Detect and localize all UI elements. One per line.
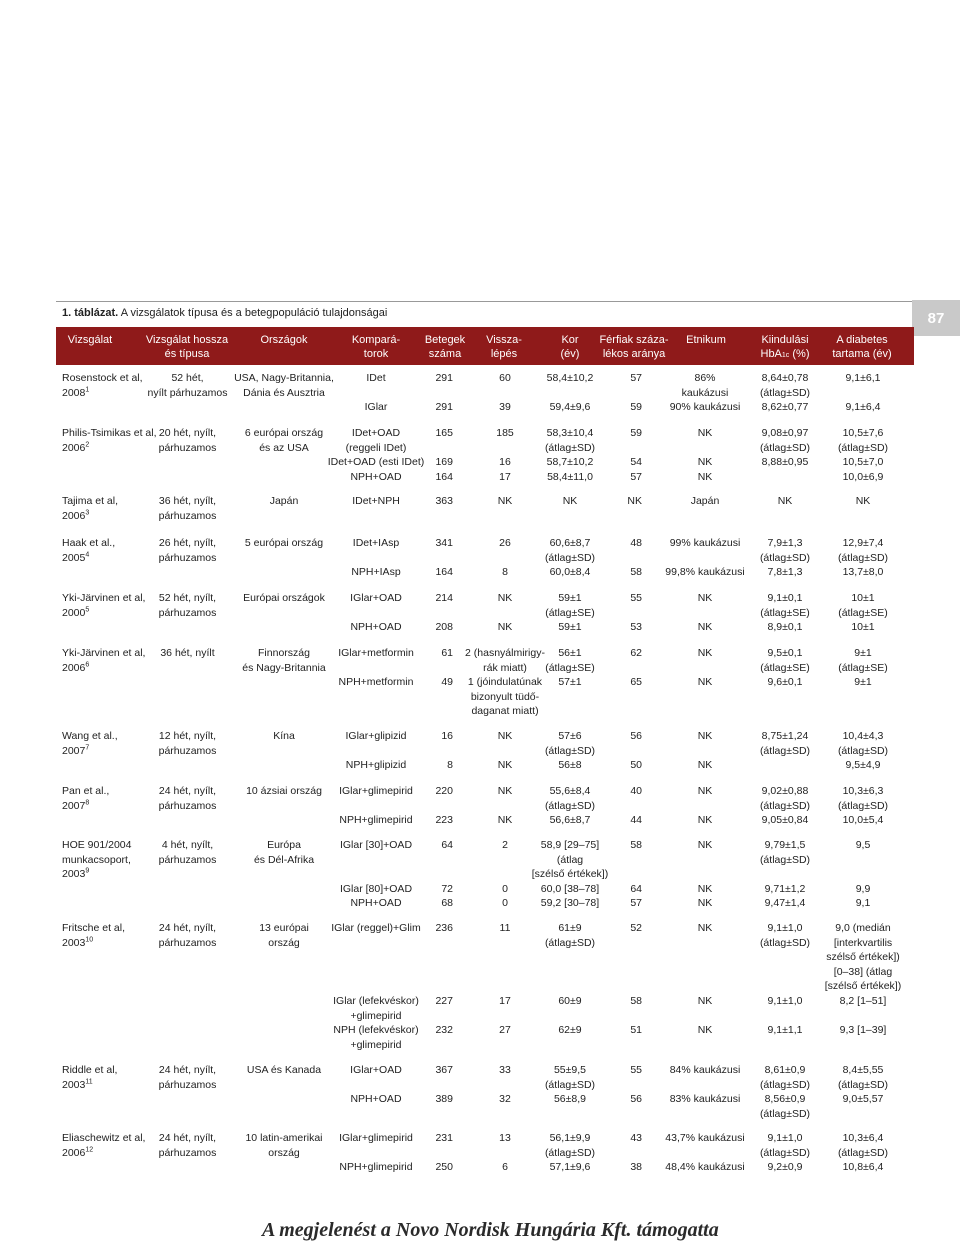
study-countries: Európai országok xyxy=(243,592,325,604)
diabetes-duration: 10,3±6,3 (átlag±SD) xyxy=(837,785,889,812)
study-length-type: 36 hét, nyílt xyxy=(160,647,215,659)
diabetes-duration: 10±1 xyxy=(851,621,875,634)
study-name: Tajima et al, 2006$^3$ xyxy=(62,495,119,522)
age: 57±1 xyxy=(558,676,582,689)
age: 60,6±8,7 (átlag±SD) xyxy=(544,537,596,564)
study-name: Yki-Järvinen et al, 2000$^5$ xyxy=(62,592,146,619)
comparator: IGlar (lefekvéskor) +glimepirid xyxy=(333,995,419,1022)
patient-count: 64 xyxy=(441,839,453,851)
age: 58,7±10,2 xyxy=(546,456,594,469)
age: 59,4±9,6 xyxy=(549,401,591,414)
comparator: NPH+glimepirid xyxy=(339,1161,413,1174)
baseline-hba1c: NK xyxy=(777,495,793,507)
diabetes-duration: 10,5±7,6 (átlag±SD) xyxy=(837,427,889,454)
study-name: Fritsche et al, 2003$^{10}$ xyxy=(62,922,126,949)
comparator: NPH+OAD xyxy=(350,470,402,483)
reference-number: 12 xyxy=(85,1146,94,1154)
ethnicity: 84% kaukázusi xyxy=(669,1064,741,1076)
diabetes-duration: 9,0±5,57 xyxy=(842,1093,884,1106)
patient-count: 367 xyxy=(435,1064,453,1076)
withdrawals: 0 xyxy=(502,897,508,910)
withdrawals: 2 (hasnyálmirigy- rák miatt) xyxy=(465,647,545,674)
age: NK xyxy=(562,495,578,507)
withdrawals: NK xyxy=(497,730,513,742)
age: 56,1±9,9 (átlag±SD) xyxy=(544,1132,596,1159)
study-name: Haak et al., 2005$^4$ xyxy=(62,537,116,564)
comparator: IGlar (reggel)+Glim xyxy=(331,922,421,934)
diabetes-duration: 9,0 (medián [interkvartilis szélső értékek]) [0–38] (átlag [szélső értékek]) xyxy=(824,922,902,993)
patient-count: 389 xyxy=(435,1093,453,1106)
comparator: IGlar xyxy=(364,401,388,414)
withdrawals: 39 xyxy=(499,401,511,414)
male-percent: 57 xyxy=(630,470,642,483)
male-percent: 64 xyxy=(630,882,642,895)
baseline-hba1c: 9,1±1,0 (átlag±SD) xyxy=(759,922,811,949)
age: 57±6 (átlag±SD) xyxy=(544,730,596,757)
withdrawals: 8 xyxy=(502,566,508,579)
study-length-type: 36 hét, nyílt, párhuzamos xyxy=(158,495,217,522)
male-percent: 58 xyxy=(630,566,642,579)
study-name: Rosenstock et al, 2008$^1$ xyxy=(62,372,143,399)
age: 59,2 [30–78] xyxy=(540,897,600,910)
reference-number: 11 xyxy=(85,1078,93,1086)
study-length-type: 20 hét, nyílt, párhuzamos xyxy=(158,427,217,454)
study-countries: Finnország és Nagy-Britannia xyxy=(242,647,326,674)
study-countries: Európa és Dél-Afrika xyxy=(253,839,315,866)
baseline-hba1c: 9,05±0,84 xyxy=(761,814,809,827)
diabetes-duration: 9±1 xyxy=(854,676,872,689)
column-header: Vizsgálat xyxy=(67,334,113,346)
comparator: IGlar+OAD xyxy=(350,592,402,604)
male-percent: 51 xyxy=(630,1024,642,1037)
male-percent: 57 xyxy=(630,372,642,384)
patient-count: 164 xyxy=(435,566,453,579)
study-name: Eliaschewitz et al, 2006$^{12}$ xyxy=(62,1132,146,1159)
study-countries: 10 latin-amerikai ország xyxy=(245,1132,323,1159)
reference-number: 9 xyxy=(85,867,90,875)
patient-count: 208 xyxy=(435,621,453,634)
patient-count: 61 xyxy=(441,647,453,659)
study-countries: 10 ázsiai ország xyxy=(246,785,322,797)
table-title-text: A vizsgálatok típusa és a betegpopuláció tulajdonságai xyxy=(120,307,388,319)
study-length-type: 24 hét, nyílt, párhuzamos xyxy=(158,922,217,949)
study-name: Pan et al., 2007$^8$ xyxy=(62,785,110,812)
table-title xyxy=(62,307,387,319)
comparator: NPH+IAsp xyxy=(351,566,401,579)
study-length-type: 24 hét, nyílt, párhuzamos xyxy=(158,1132,217,1159)
withdrawals: NK xyxy=(497,759,513,772)
comparator: IGlar+OAD xyxy=(350,1064,402,1076)
table-title-label: 1. táblázat. xyxy=(62,307,119,319)
ethnicity: NK xyxy=(697,592,713,604)
age: 61±9 (átlag±SD) xyxy=(544,922,596,949)
ethnicity: NK xyxy=(697,676,713,689)
reference-number: 1 xyxy=(85,386,90,394)
age: 57,1±9,6 xyxy=(549,1161,591,1174)
patient-count: 291 xyxy=(435,401,453,414)
comparator: IGlar+metformin xyxy=(338,647,414,659)
withdrawals: 13 xyxy=(499,1132,511,1144)
withdrawals: NK xyxy=(497,814,513,827)
comparator: IDet xyxy=(366,372,386,384)
study-name: Wang et al., 2007$^7$ xyxy=(62,730,118,757)
age: 62±9 xyxy=(558,1024,582,1037)
ethnicity: 90% kaukázusi xyxy=(669,401,741,414)
column-header: A diabetes tartama (év) xyxy=(832,334,892,360)
withdrawals: 16 xyxy=(499,456,511,469)
reference-number: 6 xyxy=(85,661,90,669)
ethnicity: 43,7% kaukázusi xyxy=(665,1132,745,1144)
column-header: Férfiak száza- lékos aránya xyxy=(599,334,669,360)
withdrawals: 17 xyxy=(499,995,511,1007)
reference-number: 3 xyxy=(85,509,90,517)
study-name: Yki-Järvinen et al, 2006$^6$ xyxy=(62,647,146,674)
study-length-type: 52 hét, nyílt, párhuzamos xyxy=(158,592,217,619)
diabetes-duration: 9,1±6,4 xyxy=(845,401,881,414)
baseline-hba1c: 7,8±1,3 xyxy=(767,566,803,579)
ethnicity: NK xyxy=(697,814,713,827)
male-percent: 54 xyxy=(630,456,642,469)
ethnicity: NK xyxy=(697,730,713,742)
baseline-hba1c: 9,79±1,5 (átlag±SD) xyxy=(759,839,811,866)
study-length-type: 26 hét, nyílt, párhuzamos xyxy=(158,537,217,564)
ethnicity: NK xyxy=(697,897,713,910)
reference-number: 7 xyxy=(85,744,90,752)
comparator: IGlar [80]+OAD xyxy=(339,882,413,895)
diabetes-duration: 10,0±5,4 xyxy=(842,814,884,827)
baseline-hba1c: 8,75±1,24 (átlag±SD) xyxy=(759,730,811,757)
diabetes-duration: 13,7±8,0 xyxy=(842,566,884,579)
diabetes-duration: 10,4±4,3 (átlag±SD) xyxy=(837,730,889,757)
top-rule xyxy=(56,301,914,302)
study-countries: Kína xyxy=(273,730,295,742)
ethnicity: NK xyxy=(697,647,713,659)
age: 60,0±8,4 xyxy=(549,566,591,579)
comparator: NPH+OAD xyxy=(350,621,402,634)
patient-count: 231 xyxy=(435,1132,453,1144)
comparator: IDet+OAD (esti IDet) xyxy=(327,456,425,469)
study-countries: 5 európai ország xyxy=(244,537,324,549)
comparator: IGlar+glimepirid xyxy=(339,785,413,797)
diabetes-duration: 10,3±6,4 (átlag±SD) xyxy=(837,1132,889,1159)
comparator: IDet+NPH xyxy=(352,495,400,507)
patient-count: 214 xyxy=(435,592,453,604)
patient-count: 250 xyxy=(435,1161,453,1174)
baseline-hba1c: 9,2±0,9 xyxy=(767,1161,803,1174)
patient-count: 72 xyxy=(441,882,453,895)
diabetes-duration: 8,4±5,55 (átlag±SD) xyxy=(837,1064,889,1091)
ethnicity: 99,8% kaukázusi xyxy=(665,566,745,579)
patient-count: 8 xyxy=(447,759,453,772)
reference-number: 10 xyxy=(85,936,94,944)
reference-number: 4 xyxy=(85,551,90,559)
footer-sponsor-text: A megjelenést a Novo Nordisk Hungária Kft. támogatta xyxy=(262,1219,719,1241)
baseline-hba1c: 9,02±0,88 (átlag±SD) xyxy=(759,785,811,812)
ethnicity: 83% kaukázusi xyxy=(669,1093,741,1106)
age: 58,4±11,0 xyxy=(547,470,593,483)
withdrawals: 17 xyxy=(499,470,511,483)
study-length-type: 52 hét, nyílt párhuzamos xyxy=(147,372,228,399)
ethnicity: NK xyxy=(697,922,713,934)
baseline-hba1c: 9,1±1,1 xyxy=(767,1024,803,1037)
age: 55,6±8,4 (átlag±SD) xyxy=(544,785,596,812)
diabetes-duration: 9,1±6,1 xyxy=(845,372,881,384)
baseline-hba1c: 8,62±0,77 xyxy=(761,401,809,414)
male-percent: 56 xyxy=(630,730,642,742)
male-percent: 38 xyxy=(630,1161,642,1174)
patient-count: 227 xyxy=(435,995,453,1007)
diabetes-duration: 10±1 (átlag±SE) xyxy=(838,592,888,619)
withdrawals: 33 xyxy=(499,1064,511,1076)
baseline-hba1c: 9,08±0,97 (átlag±SD) xyxy=(759,427,811,454)
baseline-hba1c: 9,1±1,0 (átlag±SD) xyxy=(759,1132,811,1159)
withdrawals: NK xyxy=(497,621,513,634)
study-countries: Japán xyxy=(269,495,299,507)
column-header: Betegek száma xyxy=(424,334,466,360)
study-name: HOE 901/2004 munkacsoport, 2003$^9$ xyxy=(62,839,132,881)
ethnicity: NK xyxy=(697,1024,713,1037)
age: 56,6±8,7 xyxy=(549,814,591,827)
age: 59±1 (átlag±SE) xyxy=(545,592,595,619)
withdrawals: 1 (jóindulatúnak bizonyult tüdő- daganat miatt) xyxy=(467,676,543,718)
male-percent: 55 xyxy=(630,592,642,604)
ethnicity: NK xyxy=(697,995,713,1007)
age: 58,3±10,4 (átlag±SD) xyxy=(544,427,596,454)
baseline-hba1c: 9,71±1,2 xyxy=(764,882,806,895)
baseline-hba1c: 8,61±0,9 (átlag±SD) xyxy=(759,1064,811,1091)
age: 58,9 [29–75] (átlag [szélső értékek]) xyxy=(531,839,609,881)
baseline-hba1c: 8,88±0,95 xyxy=(761,456,809,469)
ethnicity: NK xyxy=(697,470,713,483)
age: 56±8,9 xyxy=(553,1093,587,1106)
column-header: Kiindulási HbA1c (%) xyxy=(760,334,810,360)
patient-count: 341 xyxy=(435,537,453,549)
comparator: NPH+metformin xyxy=(338,676,414,689)
ethnicity: 99% kaukázusi xyxy=(669,537,741,549)
withdrawals: 185 xyxy=(496,427,514,439)
column-header: Országok xyxy=(260,334,308,346)
male-percent: 48 xyxy=(630,537,642,549)
age: 60±9 xyxy=(558,995,582,1007)
ethnicity: Japán xyxy=(690,495,720,507)
baseline-hba1c: 9,6±0,1 xyxy=(767,676,803,689)
reference-number: 2 xyxy=(85,441,90,449)
withdrawals: 60 xyxy=(499,372,511,384)
diabetes-duration: 9,5 xyxy=(855,839,871,851)
column-header: Vizsgálat hossza és típusa xyxy=(145,334,229,360)
diabetes-duration: 10,5±7,0 xyxy=(842,456,884,469)
male-percent: 65 xyxy=(630,676,642,689)
column-header: Vissza- lépés xyxy=(486,334,522,360)
age: 59±1 xyxy=(558,621,582,634)
diabetes-duration: 9±1 (átlag±SE) xyxy=(838,647,888,674)
patient-count: 232 xyxy=(435,1024,453,1037)
male-percent: 44 xyxy=(630,814,642,827)
diabetes-duration: NK xyxy=(855,495,871,507)
column-header: Kor (év) xyxy=(560,334,580,360)
study-name: Philis-Tsimikas et al, 2006$^2$ xyxy=(62,427,157,454)
ethnicity: 86% kaukázusi xyxy=(681,372,729,399)
patient-count: 164 xyxy=(435,470,453,483)
study-length-type: 4 hét, nyílt, párhuzamos xyxy=(158,839,217,866)
baseline-hba1c: 9,5±0,1 (átlag±SE) xyxy=(760,647,810,674)
study-name: Riddle et al, 2003$^{11}$ xyxy=(62,1064,118,1091)
ethnicity: NK xyxy=(697,621,713,634)
male-percent: 53 xyxy=(630,621,642,634)
page-number: 87 xyxy=(912,300,960,336)
patient-count: 236 xyxy=(435,922,453,934)
baseline-hba1c: 8,64±0,78 (átlag±SD) xyxy=(759,372,811,399)
male-percent: 57 xyxy=(630,897,642,910)
comparator: NPH+glimepirid xyxy=(339,814,413,827)
diabetes-duration: 12,9±7,4 (átlag±SD) xyxy=(837,537,889,564)
ethnicity: NK xyxy=(697,882,713,895)
patient-count: 363 xyxy=(435,495,453,507)
male-percent: 52 xyxy=(630,922,642,934)
patient-count: 68 xyxy=(441,897,453,910)
male-percent: 55 xyxy=(630,1064,642,1076)
study-countries: 13 európai ország xyxy=(259,922,309,949)
baseline-hba1c: 8,9±0,1 xyxy=(767,621,803,634)
male-percent: 40 xyxy=(630,785,642,797)
withdrawals: 2 xyxy=(502,839,508,851)
withdrawals: NK xyxy=(497,495,513,507)
comparator: NPH+OAD xyxy=(350,1093,402,1106)
age: 60,0 [38–78] xyxy=(540,882,600,895)
patient-count: 223 xyxy=(435,814,453,827)
patient-count: 49 xyxy=(441,676,453,689)
male-percent: 58 xyxy=(630,995,642,1007)
patient-count: 165 xyxy=(435,427,453,439)
study-countries: 6 európai ország és az USA xyxy=(244,427,324,454)
withdrawals: 26 xyxy=(499,537,511,549)
baseline-hba1c: 9,47±1,4 xyxy=(764,897,806,910)
male-percent: 59 xyxy=(630,427,642,439)
male-percent: NK xyxy=(627,495,642,507)
diabetes-duration: 9,9 xyxy=(855,882,871,895)
ethnicity: NK xyxy=(697,759,713,772)
diabetes-duration: 10,8±6,4 xyxy=(842,1161,884,1174)
comparator: IDet+IAsp xyxy=(352,537,400,549)
patient-count: 169 xyxy=(435,456,453,469)
ethnicity: NK xyxy=(697,785,713,797)
withdrawals: NK xyxy=(497,592,513,604)
reference-number: 5 xyxy=(85,606,90,614)
baseline-hba1c: 8,56±0,9 (átlag±SD) xyxy=(759,1093,811,1120)
study-length-type: 24 hét, nyílt, párhuzamos xyxy=(158,1064,217,1091)
male-percent: 50 xyxy=(630,759,642,772)
column-header: Etnikum xyxy=(686,334,726,346)
diabetes-duration: 9,1 xyxy=(855,897,871,910)
diabetes-duration: 9,3 [1–39] xyxy=(839,1024,887,1037)
age: 55±9,5 (átlag±SD) xyxy=(544,1064,596,1091)
withdrawals: 6 xyxy=(502,1161,508,1174)
ethnicity: NK xyxy=(697,427,713,439)
withdrawals: 32 xyxy=(499,1093,511,1106)
baseline-hba1c: 7,9±1,3 (átlag±SD) xyxy=(759,537,811,564)
male-percent: 56 xyxy=(630,1093,642,1106)
ethnicity: 48,4% kaukázusi xyxy=(665,1161,745,1174)
baseline-hba1c: 9,1±0,1 (átlag±SE) xyxy=(760,592,810,619)
male-percent: 58 xyxy=(630,839,642,851)
withdrawals: 11 xyxy=(499,922,511,934)
male-percent: 43 xyxy=(630,1132,642,1144)
patient-count: 291 xyxy=(435,372,453,384)
comparator: IDet+OAD (reggeli IDet) xyxy=(345,427,407,454)
age: 56±1 (átlag±SE) xyxy=(545,647,595,674)
diabetes-duration: 9,5±4,9 xyxy=(845,759,881,772)
withdrawals: 27 xyxy=(499,1024,511,1037)
patient-count: 16 xyxy=(441,730,453,742)
withdrawals: 0 xyxy=(502,882,508,895)
study-length-type: 12 hét, nyílt, párhuzamos xyxy=(158,730,217,757)
comparator: NPH+glipizid xyxy=(345,759,407,772)
reference-number: 8 xyxy=(85,799,90,807)
male-percent: 59 xyxy=(630,401,642,414)
study-length-type: 24 hét, nyílt, párhuzamos xyxy=(158,785,217,812)
baseline-hba1c: 9,1±1,0 xyxy=(767,995,803,1007)
diabetes-duration: 8,2 [1–51] xyxy=(839,995,887,1007)
study-countries: USA, Nagy-Britannia, Dánia és Ausztria xyxy=(234,372,334,399)
comparator: NPH+OAD xyxy=(350,897,402,910)
ethnicity: NK xyxy=(697,839,713,851)
age: 58,4±10,2 xyxy=(546,372,594,384)
study-countries: USA és Kanada xyxy=(246,1064,322,1076)
patient-count: 220 xyxy=(435,785,453,797)
male-percent: 62 xyxy=(630,647,642,659)
column-header: Kompará- torok xyxy=(351,334,401,360)
comparator: NPH (lefekvéskor) +glimepirid xyxy=(333,1024,419,1051)
age: 56±8 xyxy=(558,759,582,772)
withdrawals: NK xyxy=(497,785,513,797)
comparator: IGlar+glimepirid xyxy=(339,1132,413,1144)
diabetes-duration: 10,0±6,9 xyxy=(842,470,884,483)
comparator: IGlar [30]+OAD xyxy=(339,839,413,851)
ethnicity: NK xyxy=(697,456,713,469)
comparator: IGlar+glipizid xyxy=(345,730,407,742)
